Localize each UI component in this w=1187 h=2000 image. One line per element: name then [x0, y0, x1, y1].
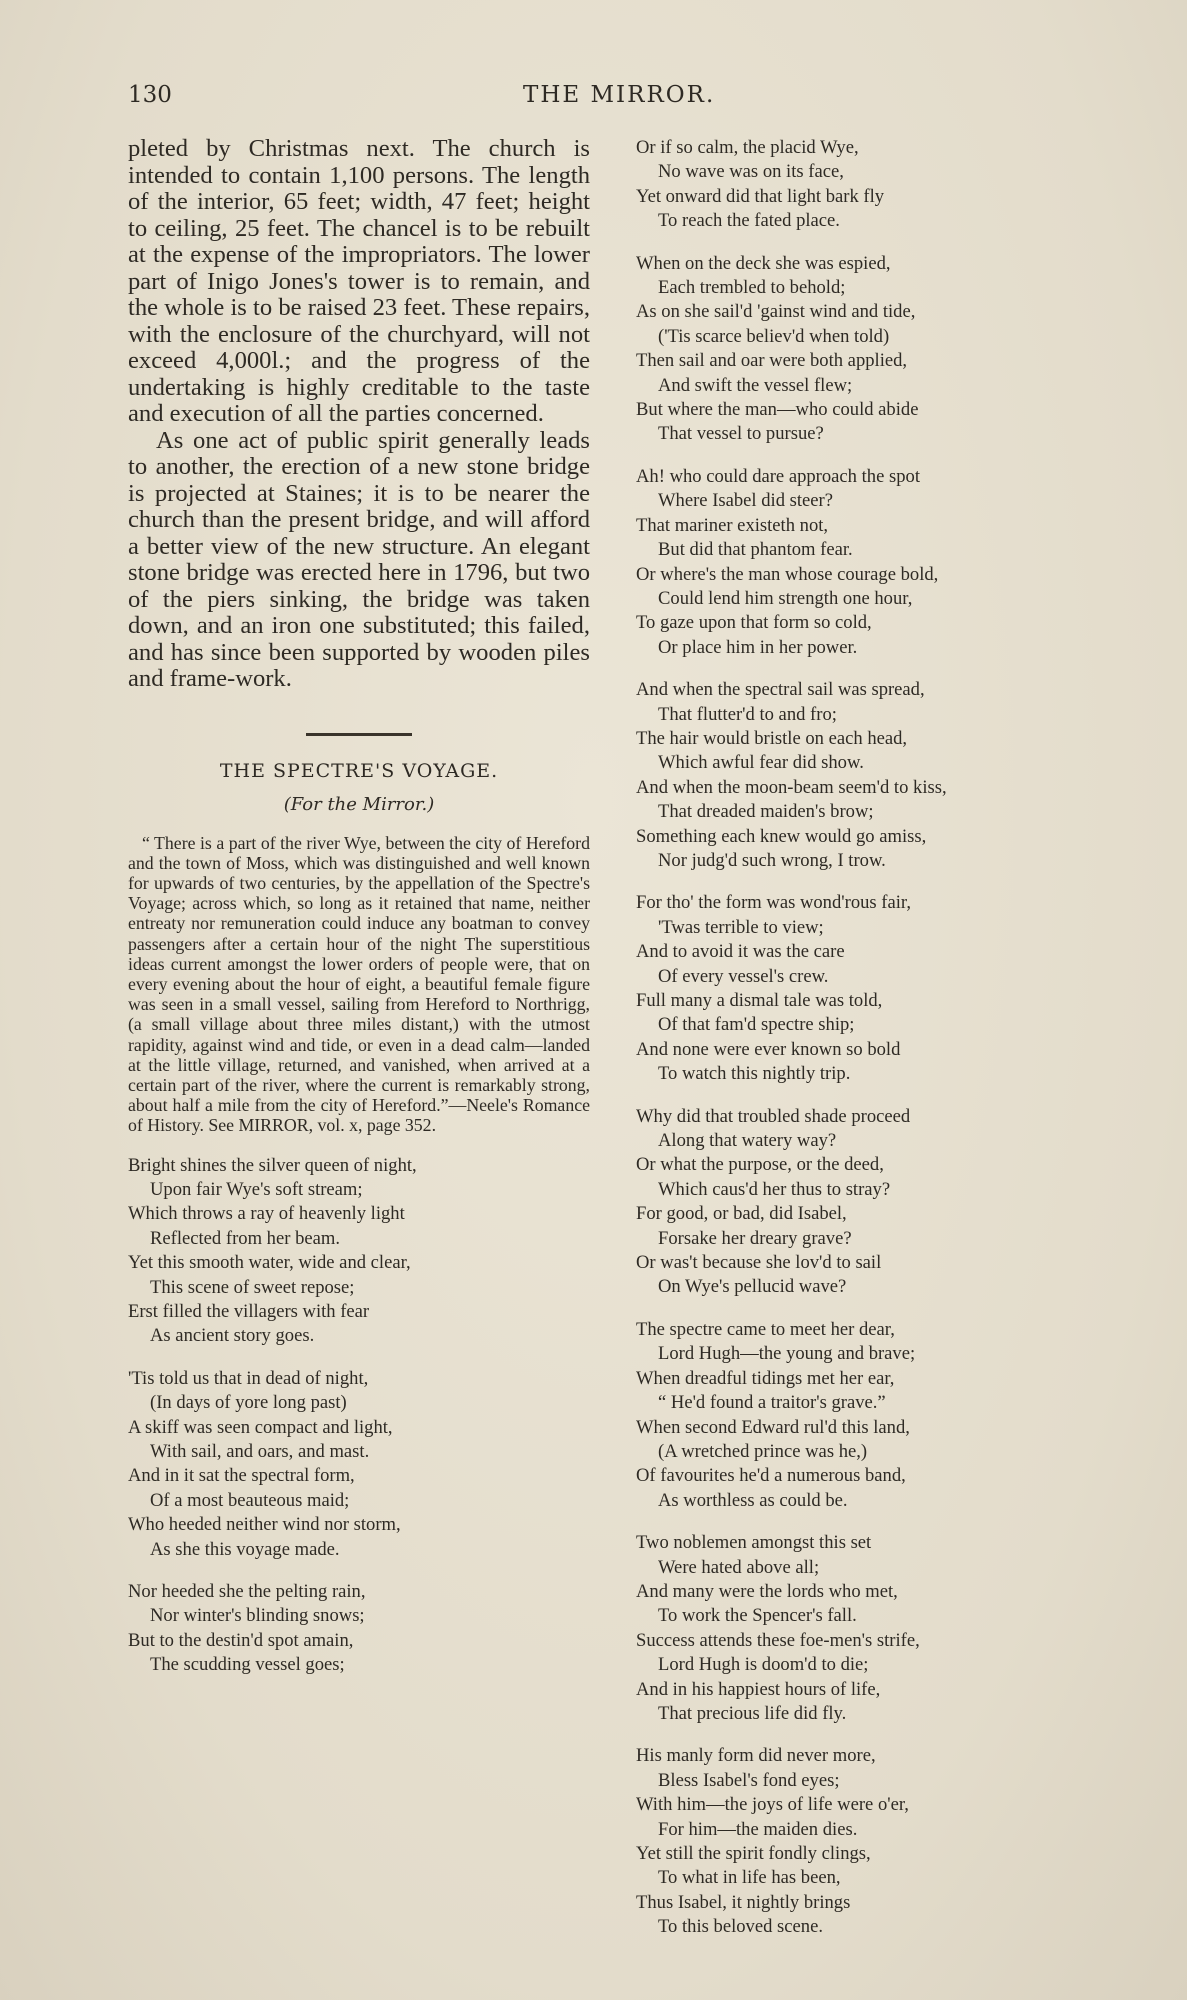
verse-line: To watch this nightly trip. — [658, 1063, 851, 1085]
verse-line: Why did that troubled shade proceed — [636, 1105, 911, 1127]
verse-line: Full many a dismal tale was told, — [636, 990, 883, 1011]
verse-line: Bright shines the silver queen of night, — [128, 1154, 417, 1176]
verse-line: To work the Spencer's fall. — [658, 1605, 857, 1627]
verse-line: That dreaded maiden's brow; — [658, 801, 874, 823]
verse-line: Reflected from her beam. — [150, 1227, 340, 1249]
prose-paragraph: As one act of public spirit generally leads to another, the erection of a new stone bridge is projected at Staines; it is to be nearer the church than the present bridge, and will afford a better view of the new structure. An elegant stone bridge was erected here in 1796, but two of the piers sinking, the bridge was taken down, and an iron one substituted; this failed, and has since been supported by wooden piles and frame-work. — [128, 426, 590, 692]
verse-line: Nor heeded she the pelting rain, — [128, 1581, 366, 1603]
verse-line: (In days of yore long past) — [150, 1392, 347, 1414]
verse-line: Or place him in her power. — [658, 636, 858, 658]
verse-line: For him—the maiden dies. — [658, 1818, 858, 1840]
verse-line: Nor judg'd such wrong, I trow. — [658, 849, 886, 871]
page-number: 130 — [128, 82, 172, 108]
prose-section — [128, 136, 590, 693]
verse-line: This scene of sweet repose; — [150, 1276, 355, 1298]
verse-line: No wave was on its face, — [658, 161, 844, 183]
stanza — [128, 1154, 590, 1349]
stanza — [636, 136, 1056, 234]
verse-line: 'Tis told us that in dead of night, — [128, 1367, 369, 1389]
verse-line: The hair would bristle on each head, — [636, 727, 908, 749]
verse-line: Lord Hugh—the young and brave; — [658, 1343, 916, 1365]
verse-line: And to avoid it was the care — [636, 941, 845, 963]
verse-line: Which caus'd her thus to stray? — [658, 1178, 891, 1200]
poem-title: THE SPECTRE'S VOYAGE. — [219, 759, 499, 782]
verse-line: Yet onward did that light bark fly — [636, 185, 885, 207]
prose-paragraph: pleted by Christmas next. The church is intended to contain 1,100 persons. The length of the interior, 65 feet; width, 47 feet; height to ceiling, 25 feet. The chancel is to be rebuilt at the expense of the impropriators. The lower part of Inigo Jones's tower is to remain, and the whole is to be raised 23 feet. These repairs, with the enclosure of the churchyard, will not exceed 4,000l.; and the progress of the undertaking is highly creditable to the taste and execution of all the parties concerned. — [128, 135, 590, 427]
verse-line: Nor winter's blinding snows; — [150, 1605, 365, 1627]
verse-line: Or where's the man whose courage bold, — [636, 563, 939, 585]
verse-line: Were hated above all; — [658, 1556, 820, 1578]
verse-line: Lord Hugh is doom'd to die; — [658, 1654, 869, 1676]
verse-line: For good, or bad, did Isabel, — [636, 1203, 847, 1225]
poem-subtitle: (For the Mirror.) — [283, 793, 435, 815]
verse-line: Then sail and oar were both applied, — [636, 350, 908, 372]
verse-line: That mariner existeth not, — [636, 514, 829, 536]
verse-line: When on the deck she was espied, — [636, 252, 891, 274]
verse-line: When second Edward rul'd this land, — [636, 1416, 910, 1438]
stanza — [636, 1744, 1056, 1939]
verse-line: But where the man—who could abide — [636, 399, 919, 421]
epigraph-text: “ There is a part of the river Wye, between the city of Hereford and the town of Moss, which was distinguished and well known for upwards of two centuries, by the appellation of the Spectre's Voyage; across which, so long as it retained that name, neither entreaty nor remuneration could induce any boatman to convey passengers after a certain hour of the night The superstitious ideas current amongst the lower orders of people were, that on every evening about the hour of eight, a beautiful female figure was seen in a small vessel, sailing from Hereford to Northrigg, (a small village about three miles distant,) with the utmost rapidity, against wind and tide, or even in a dead calm—landed at the little village, returned, and vanished, when arrived at a certain part of the river, where the current is remarkably strong, about half a mile from the city of Hereford.”—Neele's Romance of History. See MIRROR, vol. x, page 352. — [128, 832, 590, 1136]
verse-line: Forsake her dreary grave? — [658, 1227, 852, 1249]
stanza — [636, 1318, 1056, 1513]
verse-line: Who heeded neither wind nor storm, — [128, 1514, 401, 1536]
left-column — [128, 136, 590, 1678]
verse-line: But to the destin'd spot amain, — [128, 1629, 354, 1651]
verse-line: Bless Isabel's fond eyes; — [658, 1769, 840, 1791]
verse-line: Something each knew would go amiss, — [636, 825, 927, 847]
verse-line: To gaze upon that form so cold, — [636, 612, 872, 634]
verse-line: And in his happiest hours of life, — [636, 1678, 881, 1700]
stanza — [636, 1105, 1056, 1300]
verse-line: That precious life did fly. — [658, 1702, 847, 1724]
section-divider — [306, 733, 412, 736]
verse-line: Yet this smooth water, wide and clear, — [128, 1252, 411, 1274]
verse-line: To what in life has been, — [658, 1867, 841, 1889]
running-title: THE MIRROR. — [523, 82, 716, 108]
verse-line: Of every vessel's crew. — [658, 965, 829, 987]
verse-line: That flutter'd to and fro; — [658, 703, 837, 725]
verse-line: And when the spectral sail was spread, — [636, 679, 925, 701]
verse-line: ('Tis scarce believ'd when told) — [658, 325, 890, 347]
verse-line: With him—the joys of life were o'er, — [636, 1794, 909, 1816]
verse-line: And in it sat the spectral form, — [128, 1465, 355, 1487]
verse-line: And many were the lords who met, — [636, 1580, 898, 1602]
page-header — [128, 82, 1028, 116]
right-verses — [636, 136, 1056, 1940]
poem-epigraph — [128, 833, 590, 1136]
verse-line: Which awful fear did show. — [658, 752, 864, 774]
verse-line: Along that watery way? — [658, 1130, 837, 1152]
verse-line: Of favourites he'd a numerous band, — [636, 1465, 906, 1487]
stanza — [636, 678, 1056, 873]
verse-line: Of a most beauteous maid; — [150, 1489, 350, 1511]
verse-line: To reach the fated place. — [658, 210, 840, 232]
stanza — [636, 891, 1056, 1086]
verse-line: That vessel to pursue? — [658, 423, 824, 445]
verse-line: Or if so calm, the placid Wye, — [636, 137, 859, 158]
verse-line: Of that fam'd spectre ship; — [658, 1014, 855, 1036]
verse-line: Success attends these foe-men's strife, — [636, 1629, 920, 1651]
verse-line: (A wretched prince was he,) — [658, 1440, 868, 1462]
verse-line: Two noblemen amongst this set — [636, 1532, 872, 1554]
verse-line: Erst filled the villagers with fear — [128, 1300, 370, 1322]
verse-line: Or what the purpose, or the deed, — [636, 1154, 884, 1176]
verse-line: To this beloved scene. — [658, 1916, 823, 1938]
verse-line: As she this voyage made. — [150, 1538, 340, 1560]
verse-line: Each trembled to behold; — [658, 277, 846, 299]
verse-line: Which throws a ray of heavenly light — [128, 1203, 405, 1225]
verse-line: And none were ever known so bold — [636, 1038, 901, 1060]
verse-line: 'Twas terrible to view; — [658, 916, 824, 938]
verse-line: As ancient story goes. — [150, 1325, 315, 1347]
stanza — [128, 1367, 590, 1562]
verse-line: Where Isabel did steer? — [658, 490, 833, 512]
verse-line: His manly form did never more, — [636, 1745, 876, 1767]
stanza — [636, 465, 1056, 660]
stanza — [636, 1531, 1056, 1726]
verse-line: Yet still the spirit fondly clings, — [636, 1843, 871, 1864]
verse-line: On Wye's pellucid wave? — [658, 1276, 847, 1298]
verse-line: With sail, and oars, and mast. — [150, 1441, 370, 1463]
verse-line: As on she sail'd 'gainst wind and tide, — [636, 301, 916, 323]
left-verses — [128, 1154, 590, 1678]
verse-line: The spectre came to meet her dear, — [636, 1318, 895, 1340]
verse-line: “ He'd found a traitor's grave.” — [658, 1392, 886, 1414]
verse-line: Or was't because she lov'd to sail — [636, 1252, 882, 1274]
verse-line: Thus Isabel, it nightly brings — [636, 1891, 851, 1913]
verse-line: But did that phantom fear. — [658, 539, 853, 561]
verse-line: As worthless as could be. — [658, 1489, 848, 1511]
verse-line: For tho' the form was wond'rous fair, — [636, 892, 912, 914]
verse-line: Upon fair Wye's soft stream; — [150, 1178, 363, 1200]
stanza — [128, 1580, 590, 1678]
verse-line: A skiff was seen compact and light, — [128, 1416, 393, 1438]
verse-line: And when the moon-beam seem'd to kiss, — [636, 776, 947, 798]
verse-line: When dreadful tidings met her ear, — [636, 1367, 895, 1389]
verse-line: Ah! who could dare approach the spot — [636, 465, 920, 487]
verse-line: And swift the vessel flew; — [658, 374, 853, 396]
stanza — [636, 252, 1056, 447]
verse-line: Could lend him strength one hour, — [658, 587, 913, 609]
verse-line: The scudding vessel goes; — [150, 1654, 345, 1676]
right-column — [636, 136, 1056, 1940]
